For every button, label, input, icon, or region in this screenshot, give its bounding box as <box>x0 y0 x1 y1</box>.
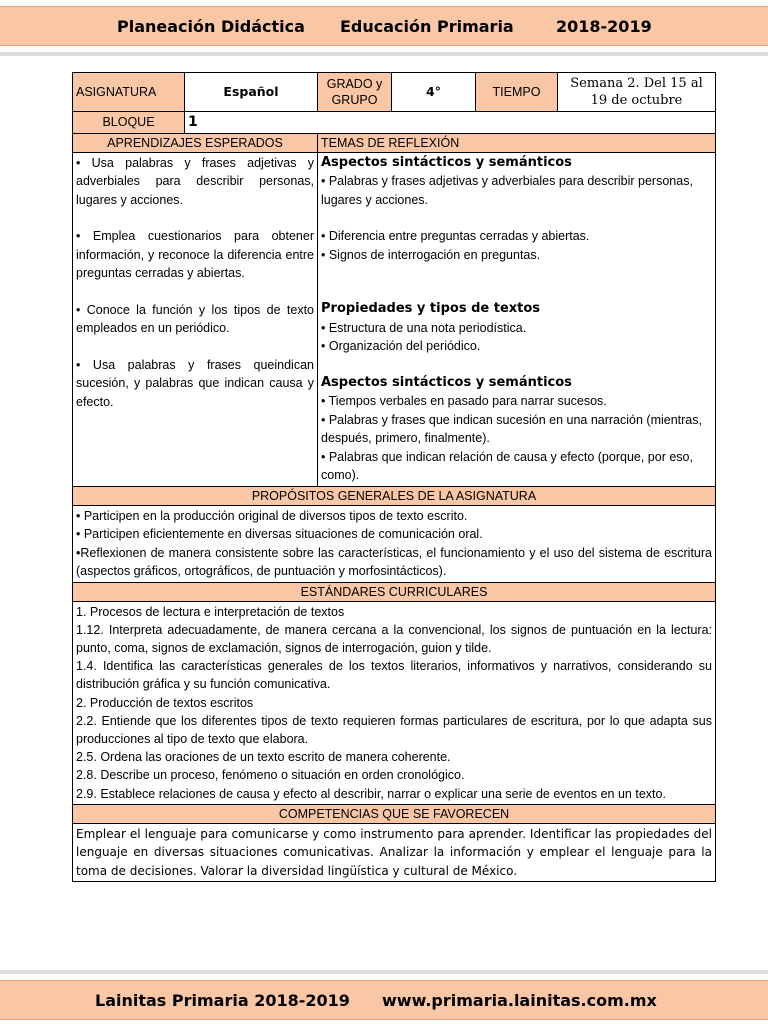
footer-url: www.primaria.lainitas.com.mx <box>382 991 657 1010</box>
temas-section-title: Aspectos sintácticos y semánticos <box>321 374 572 390</box>
temas-header: TEMAS DE REFLEXIÓN <box>318 133 716 152</box>
bloque-label: BLOQUE <box>73 112 185 134</box>
competencias-header: COMPETENCIAS QUE SE FAVORECEN <box>73 804 716 823</box>
header-title: Planeación Didáctica <box>117 17 305 36</box>
grado-label: GRADO y GRUPO <box>318 73 392 112</box>
tema-item: • Signos de interrogación en preguntas. <box>321 247 541 262</box>
footer-separator <box>0 970 768 974</box>
planning-table <box>72 72 716 882</box>
aprendizaje-item: • Usa palabras y frases queindican sucesión, y palabras que indican causa y efecto. <box>76 357 314 409</box>
tema-item: • Palabras y frases que indican sucesión en una narración (mientras, después, primero, finalmente). <box>321 412 702 445</box>
propositos-row <box>73 505 716 582</box>
estandar-item: 1.12. Interpreta adecuadamente, de manera cercana a la convencional, los signos de puntuación en la lectura: punto, coma, signos de exclamación, signos de interrogación, guion y tilde. <box>76 622 712 655</box>
tema-item: • Palabras que indican relación de causa y efecto (porque, por eso, como). <box>321 449 693 482</box>
bloque-row <box>73 112 716 134</box>
info-row <box>73 73 716 112</box>
aprendizaje-item: • Usa palabras y frases adjetivas y adverbiales para describir personas, lugares y acciones. <box>76 155 314 207</box>
temas-section-title: Aspectos sintácticos y semánticos <box>321 154 572 170</box>
estandar-item: 2.8. Describe un proceso, fenómeno o situación en orden cronológico. <box>76 768 465 783</box>
competencias-row <box>73 823 716 882</box>
estandar-item: 1. Procesos de lectura e interpretación de textos <box>76 604 345 619</box>
asignatura-label: ASIGNATURA <box>73 73 185 112</box>
proposito-item: • Participen en la producción original de diversos tipos de texto escrito. <box>76 508 468 523</box>
header-banner <box>0 6 768 46</box>
competencias-text: Emplear el lenguaje para comunicarse y como instrumento para aprender. Identificar las propiedades del lenguaje en diversas situaciones comunicativas. Analizar la información y emplear el lenguaje para la toma de decisiones. Valorar la diversidad lingüística y cultural de México. <box>73 823 716 882</box>
temas-section-title: Propiedades y tipos de textos <box>321 301 541 316</box>
header-year: 2018-2019 <box>556 17 652 36</box>
propositos-header: PROPÓSITOS GENERALES DE LA ASIGNATURA <box>73 486 716 505</box>
estandar-item: 2.2. Entiende que los diferentes tipos de texto requieren formas particulares de escritura, por lo que adapta sus producciones al tipo de texto que elabora. <box>76 713 712 746</box>
estandar-item: 2.9. Establece relaciones de causa y efecto al describir, narrar o explicar una serie de eventos en un texto. <box>76 786 666 801</box>
asignatura-value: Español <box>185 73 318 112</box>
proposito-item: • Participen eficientemente en diversas situaciones de comunicación oral. <box>76 527 483 541</box>
tema-item: • Diferencia entre preguntas cerradas y abiertas. <box>321 229 590 243</box>
tema-item: • Palabras y frases adjetivas y adverbiales para describir personas, lugares y acciones. <box>321 174 693 207</box>
section-headers-row <box>73 133 716 152</box>
aprendizaje-item: • Emplea cuestionarios para obtener información, y reconoce la diferencia entre preguntas cerradas y abiertas. <box>76 229 314 280</box>
estandar-item: 1.4. Identifica las características generales de los textos literarios, informativos y narrativos, considerando su distribución gráfica y su función comunicativa. <box>76 659 712 692</box>
aprendizajes-header: APRENDIZAJES ESPERADOS <box>73 133 318 152</box>
estandares-header: ESTÁNDARES CURRICULARES <box>73 582 716 601</box>
proposito-item: •Reflexionen de manera consistente sobre las características, el funcionamiento y el uso del sistema de escritura (aspectos gráficos, ortográficos, de puntuación y morfosintácticos). <box>76 545 712 578</box>
aprendizajes-list <box>73 152 318 486</box>
header-level: Educación Primaria <box>340 17 514 36</box>
bloque-value: 1 <box>185 112 716 134</box>
estandares-row <box>73 601 716 804</box>
estandar-item: 2. Producción de textos escritos <box>76 695 254 710</box>
propositos-header-row <box>73 486 716 505</box>
grado-value: 4° <box>392 73 476 112</box>
temas-list <box>318 152 716 486</box>
propositos-list <box>73 505 716 582</box>
tiempo-label: TIEMPO <box>476 73 558 112</box>
header-separator <box>0 52 768 56</box>
footer-site-name: Lainitas Primaria 2018-2019 <box>95 991 350 1010</box>
competencias-header-row <box>73 804 716 823</box>
aprendizaje-item: • Conoce la función y los tipos de texto empleados en un periódico. <box>76 302 314 335</box>
footer-banner <box>0 980 768 1020</box>
tema-item: • Tiempos verbales en pasado para narrar sucesos. <box>321 394 607 408</box>
tema-item: • Organización del periódico. <box>321 339 481 353</box>
estandar-item: 2.5. Ordena las oraciones de un texto escrito de manera coherente. <box>76 750 451 765</box>
content-row <box>73 152 716 486</box>
estandares-list <box>73 601 716 804</box>
tema-item: • Estructura de una nota periodística. <box>321 320 527 335</box>
tiempo-value: Semana 2. Del 15 al 19 de octubre <box>558 73 716 112</box>
estandares-header-row <box>73 582 716 601</box>
